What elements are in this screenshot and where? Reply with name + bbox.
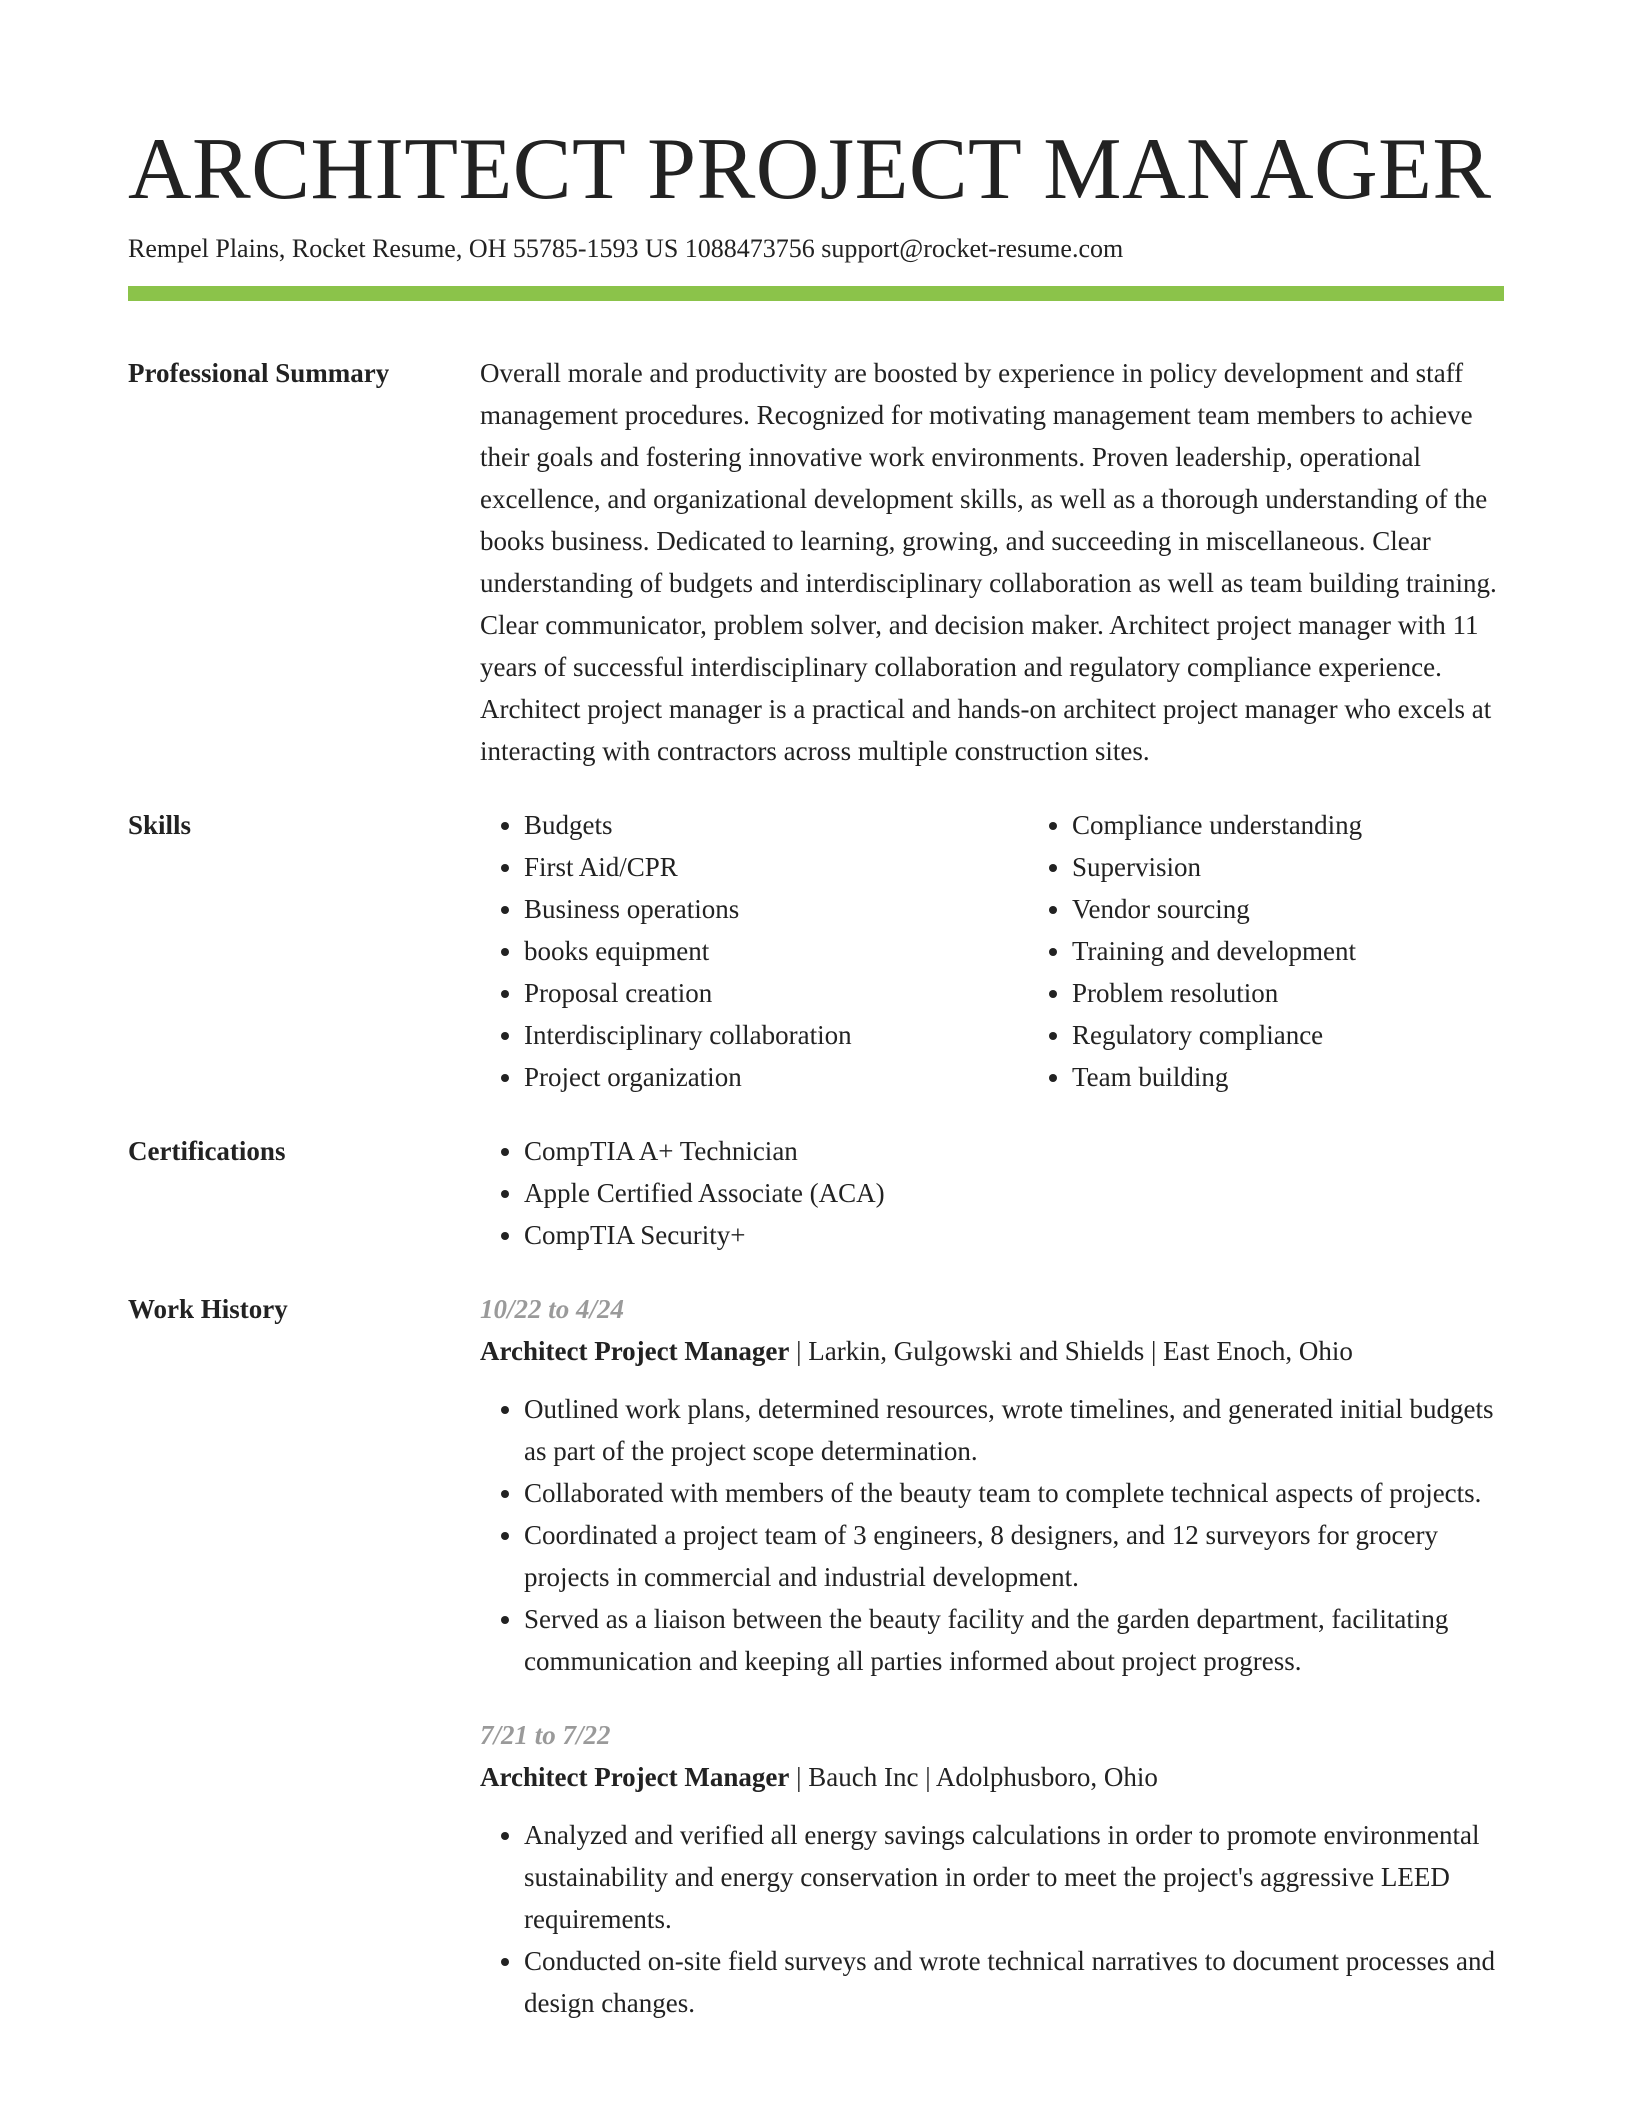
job-bullet: • Coordinated a project team of 3 engineers, 8 designers, and 12 surveyors for grocery projects in commercial and industrial development.: [524, 1514, 1504, 1598]
section-heading-skills: Skills: [128, 810, 192, 840]
summary-text: Overall morale and productivity are boosted by experience in policy development and staff management procedures. Recognized for motivating management team members to achieve their goals and fostering innovative work environments. Proven leadership, operational excellence, and organizational development skills, as well as a thorough understanding of the books business. Dedicated to learning, growing, and succeeding in miscellaneous. Clear understanding of budgets and interdisciplinary collaboration as well as team building training. Clear communicator, problem solver, and decision maker. Architect project manager with 11 years of successful interdisciplinary collaboration and regulatory compliance experience. Architect project manager is a practical and hands-on architect project manager who excels at interacting with contractors across multiple construction sites.: [480, 358, 1497, 766]
job-company-location: | Larkin, Gulgowski and Shields | East Enoch, Ohio: [789, 1336, 1353, 1366]
section-heading-summary: Professional Summary: [128, 358, 390, 388]
header-divider: [128, 286, 1504, 301]
contact-line: [128, 232, 1504, 266]
skills-list-col1: [480, 804, 1028, 1098]
resume-page: [128, 120, 1504, 2024]
job-bullet: • Analyzed and verified all energy savings calculations in order to promote environmental sustainability and energy conservation in order to meet the project's aggressive LEED requirements.: [524, 1814, 1504, 1940]
certifications-list: [480, 1130, 1504, 1256]
contact-email[interactable]: support@rocket-resume.com: [821, 234, 1124, 263]
skill-item: • Regulatory compliance: [1072, 1014, 1362, 1056]
job-entry: [480, 1288, 1504, 1682]
summary-section: [128, 352, 1504, 772]
skill-item: • Interdisciplinary collaboration: [524, 1014, 1028, 1056]
skill-item: • books equipment: [524, 930, 1028, 972]
job-dates: 7/21 to 7/22: [480, 1720, 611, 1750]
job-bullets: [480, 1388, 1504, 1682]
job-dates: 10/22 to 4/24: [480, 1294, 625, 1324]
certification-item: • Apple Certified Associate (ACA): [524, 1172, 1504, 1214]
skill-item: • Proposal creation: [524, 972, 1028, 1014]
job-title-line: [480, 1330, 1504, 1372]
job-title: Architect Project Manager: [480, 1762, 790, 1792]
skill-item: • Training and development: [1072, 930, 1362, 972]
job-bullet: • Served as a liaison between the beauty facility and the garden department, facilitating communication and keeping all parties informed about project progress.: [524, 1598, 1504, 1682]
job-title: Architect Project Manager: [480, 1336, 790, 1366]
job-bullets: [480, 1814, 1504, 2024]
work-history-section: [128, 1288, 1504, 2024]
skill-item: • Project organization: [524, 1056, 1028, 1098]
contact-phone: 1088473756: [684, 234, 815, 263]
job-company-location: | Bauch Inc | Adolphusboro, Ohio: [789, 1762, 1158, 1792]
resume-name: ARCHITECT PROJECT MANAGER: [128, 121, 1492, 218]
job-bullet: • Collaborated with members of the beauty team to complete technical aspects of projects.: [524, 1472, 1504, 1514]
skill-item: • Compliance understanding: [1072, 804, 1362, 846]
job-bullet: • Conducted on-site field surveys and wrote technical narratives to document processes and design changes.: [524, 1940, 1504, 2024]
certifications-section: [128, 1130, 1504, 1256]
skill-item: • Problem resolution: [1072, 972, 1362, 1014]
certification-item: • CompTIA A+ Technician: [524, 1130, 1504, 1172]
skill-item: • Supervision: [1072, 846, 1362, 888]
certification-item: • CompTIA Security+: [524, 1214, 1504, 1256]
job-title-line: [480, 1756, 1504, 1798]
skills-section: [128, 804, 1504, 1098]
job-bullet: • Outlined work plans, determined resources, wrote timelines, and generated initial budgets as part of the project scope determination.: [524, 1388, 1504, 1472]
skill-item: • First Aid/CPR: [524, 846, 1028, 888]
skill-item: • Vendor sourcing: [1072, 888, 1362, 930]
skills-list-col2: [1028, 804, 1362, 1098]
skill-item: • Business operations: [524, 888, 1028, 930]
skill-item: • Budgets: [524, 804, 1028, 846]
section-heading-certifications: Certifications: [128, 1136, 286, 1166]
job-entry: [480, 1714, 1504, 2024]
section-heading-work-history: Work History: [128, 1294, 288, 1324]
contact-address: Rempel Plains, Rocket Resume, OH 55785-1593 US: [128, 234, 679, 263]
skill-item: • Team building: [1072, 1056, 1362, 1098]
